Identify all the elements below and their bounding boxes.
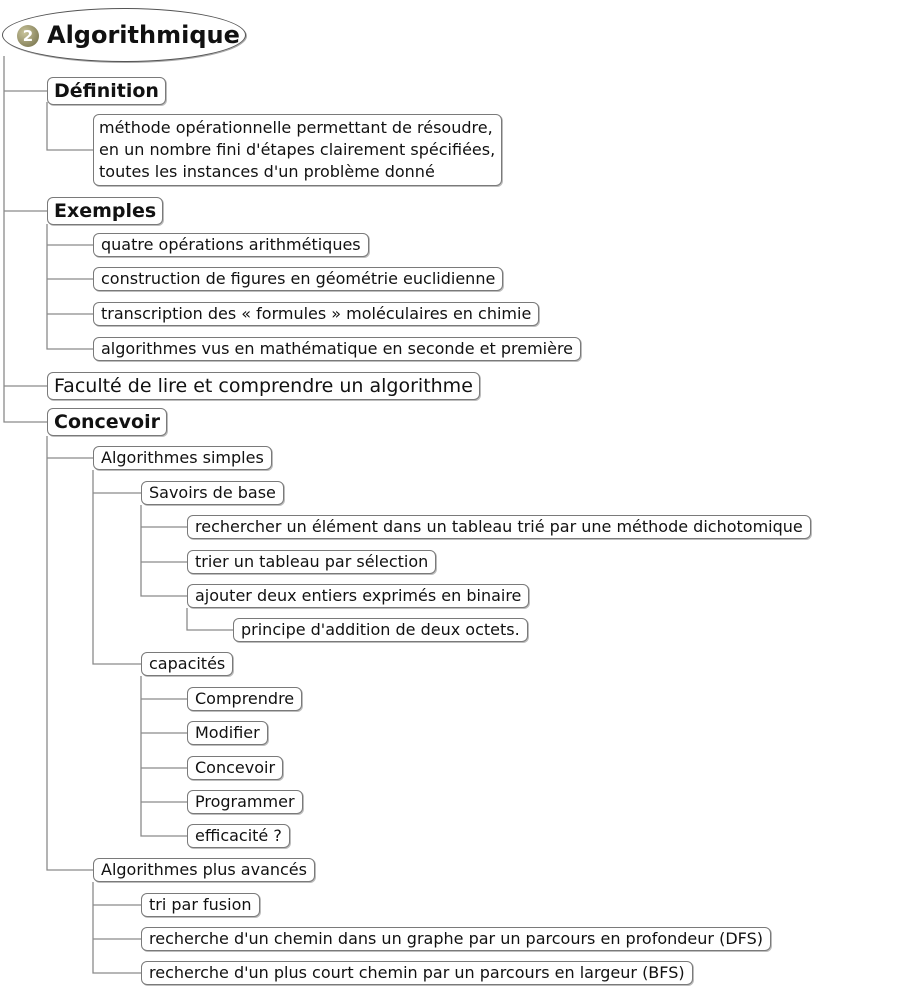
node-definition-text[interactable] bbox=[93, 114, 502, 186]
node-savoir-2[interactable]: trier un tableau par sélection bbox=[187, 550, 436, 574]
root-title: Algorithmique bbox=[47, 21, 240, 49]
node-exemple-4[interactable]: algorithmes vus en mathématique en seconde et première bbox=[93, 337, 581, 361]
definition-line: toutes les instances d'un problème donné bbox=[99, 162, 435, 181]
node-avance-3[interactable]: recherche d'un plus court chemin par un parcours en largeur (BFS) bbox=[141, 961, 693, 985]
node-faculte[interactable]: Faculté de lire et comprendre un algorithme bbox=[47, 372, 480, 400]
node-savoir-3-sub[interactable]: principe d'addition de deux octets. bbox=[233, 618, 528, 642]
node-capacite-concevoir[interactable]: Concevoir bbox=[187, 756, 283, 780]
node-capacite-efficacite[interactable]: efficacité ? bbox=[187, 824, 290, 848]
node-exemple-1[interactable]: quatre opérations arithmétiques bbox=[93, 233, 369, 257]
node-capacites[interactable]: capacités bbox=[141, 652, 233, 676]
node-exemple-3[interactable]: transcription des « formules » moléculaires en chimie bbox=[93, 302, 539, 326]
root-node[interactable] bbox=[2, 8, 246, 62]
node-capacite-programmer[interactable]: Programmer bbox=[187, 790, 303, 814]
node-savoirs-de-base[interactable]: Savoirs de base bbox=[141, 481, 284, 505]
node-capacite-modifier[interactable]: Modifier bbox=[187, 721, 268, 745]
priority-2-icon: 2 bbox=[17, 25, 39, 47]
node-savoir-1[interactable]: rechercher un élément dans un tableau trié par une méthode dichotomique bbox=[187, 515, 811, 539]
definition-line: en un nombre fini d'étapes clairement spécifiées, bbox=[99, 140, 496, 159]
node-definition[interactable]: Définition bbox=[47, 77, 166, 105]
node-avance-1[interactable]: tri par fusion bbox=[141, 893, 260, 917]
node-exemples[interactable]: Exemples bbox=[47, 197, 163, 225]
node-avance-2[interactable]: recherche d'un chemin dans un graphe par un parcours en profondeur (DFS) bbox=[141, 927, 771, 951]
definition-line: méthode opérationnelle permettant de résoudre, bbox=[99, 118, 493, 137]
node-savoir-3[interactable]: ajouter deux entiers exprimés en binaire bbox=[187, 584, 529, 608]
node-algorithmes-simples[interactable]: Algorithmes simples bbox=[93, 446, 272, 470]
node-exemple-2[interactable]: construction de figures en géométrie euclidienne bbox=[93, 267, 503, 291]
node-algorithmes-avances[interactable]: Algorithmes plus avancés bbox=[93, 858, 315, 882]
node-concevoir[interactable]: Concevoir bbox=[47, 408, 167, 436]
node-capacite-comprendre[interactable]: Comprendre bbox=[187, 687, 302, 711]
